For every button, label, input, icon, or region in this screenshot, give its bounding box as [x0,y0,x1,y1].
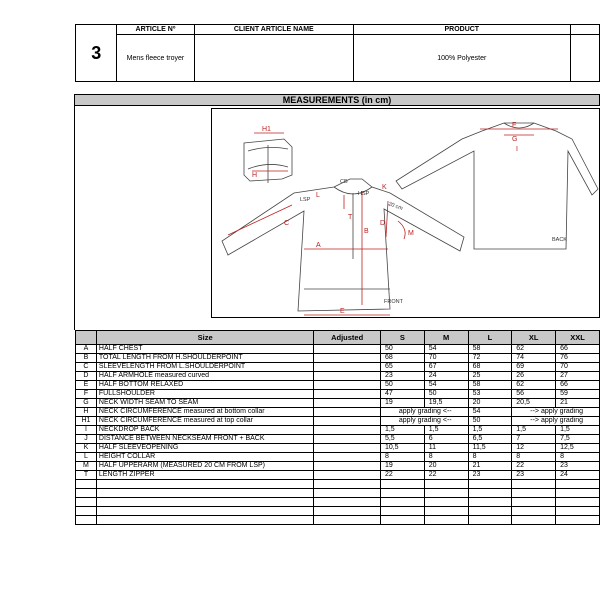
row-l: 72 [468,354,512,363]
row-xl: 7 [512,435,556,444]
row-s: 22 [380,471,424,480]
row-description: SLEEVELENGTH FROM L.SHOULDERPOINT [96,363,313,372]
row-m: 70 [424,354,468,363]
row-m: 54 [424,381,468,390]
row-xl: 12 [512,444,556,453]
row-l: 25 [468,372,512,381]
garment-sketch [211,108,600,318]
header-client-article-name: CLIENT ARTICLE NAME [194,25,354,35]
empty-cell [468,480,512,489]
empty-cell [314,489,381,498]
row-xxl: 24 [556,471,600,480]
label-back: BACK [552,237,567,243]
empty-cell [424,498,468,507]
header-product: PRODUCT [354,25,571,35]
article-name: Mens fleece troyer [117,35,194,82]
empty-cell [556,498,600,507]
empty-cell [314,507,381,516]
table-row [76,426,600,435]
table-row [76,444,600,453]
table-row [76,381,600,390]
row-l: 23 [468,471,512,480]
empty-cell [76,516,97,525]
row-description: HALF ARMHOLE measured curved [96,372,313,381]
row-code: B [76,354,97,363]
empty-cell [468,516,512,525]
row-s: 19 [380,399,424,408]
row-code: G [76,399,97,408]
row-m: 8 [424,453,468,462]
row-xl: 26 [512,372,556,381]
empty-cell [556,507,600,516]
row-m: 54 [424,345,468,354]
row-s: 1,5 [380,426,424,435]
row-s: 5,5 [380,435,424,444]
label-a: A [316,242,321,249]
header-m: M [424,331,468,345]
row-xxl: 12,5 [556,444,600,453]
row-description: NECK CIRCUMFERENCE measured at bottom collar [96,408,313,417]
empty-cell [96,516,313,525]
table-row [76,354,600,363]
empty-cell [76,480,97,489]
row-s: 65 [380,363,424,372]
row-code: A [76,345,97,354]
empty-cell [424,480,468,489]
label-c: C [284,220,290,227]
row-m: 22 [424,471,468,480]
row-l: 1,5 [468,426,512,435]
row-xxl: 70 [556,363,600,372]
row-adjusted [314,372,381,381]
row-l: 53 [468,390,512,399]
empty-row [76,516,600,525]
extra-value [570,35,599,82]
row-xxl: 27 [556,372,600,381]
row-s: 47 [380,390,424,399]
row-xl: 74 [512,354,556,363]
empty-cell [468,489,512,498]
empty-cell [314,480,381,489]
label-k: K [382,184,387,191]
empty-cell [96,489,313,498]
row-adjusted [314,399,381,408]
empty-cell [512,498,556,507]
row-xxl: 59 [556,390,600,399]
row-code: E [76,381,97,390]
row-l: 11,5 [468,444,512,453]
measurements-title: MEASUREMENTS (in cm) [74,94,600,106]
row-adjusted [314,453,381,462]
row-xxl: 21 [556,399,600,408]
client-article-name [194,35,354,82]
label-d: D [380,220,386,227]
row-s: 8 [380,453,424,462]
size-table-body [76,345,600,525]
empty-cell [556,489,600,498]
row-l: 58 [468,345,512,354]
empty-cell [556,516,600,525]
row-m: 67 [424,363,468,372]
row-xxl: 7,5 [556,435,600,444]
empty-cell [314,498,381,507]
empty-row [76,480,600,489]
empty-cell [380,498,424,507]
row-adjusted [314,417,381,426]
row-s: 10,5 [380,444,424,453]
row-xl: 23 [512,471,556,480]
empty-row [76,489,600,498]
row-s: 50 [380,381,424,390]
row-l: 21 [468,462,512,471]
row-grading-after: --> apply grading [512,417,600,426]
row-description: NECKDROP BACK [96,426,313,435]
label-lsp: LSP [300,197,311,203]
header-adjusted: Adjusted [314,331,381,345]
header-size: Size [96,331,313,345]
empty-cell [512,480,556,489]
row-description: TOTAL LENGTH FROM H.SHOULDERPOINT [96,354,313,363]
row-code: F [76,390,97,399]
row-xxl: 23 [556,462,600,471]
table-row [76,372,600,381]
row-xl: 56 [512,390,556,399]
row-adjusted [314,345,381,354]
row-code: K [76,444,97,453]
row-xl: 69 [512,363,556,372]
empty-cell [512,489,556,498]
empty-row [76,498,600,507]
empty-cell [380,489,424,498]
header-xl: XL [512,331,556,345]
row-adjusted [314,471,381,480]
row-xl: 62 [512,381,556,390]
row-xl: 20,5 [512,399,556,408]
table-row [76,462,600,471]
row-s: 19 [380,462,424,471]
row-code: H1 [76,417,97,426]
row-xxl: 66 [556,345,600,354]
label-20cm: 20 cm [387,201,404,213]
empty-cell [468,507,512,516]
row-s: 50 [380,345,424,354]
product-value: 100% Polyester [354,35,571,82]
empty-cell [380,516,424,525]
row-adjusted [314,408,381,417]
table-row [76,417,600,426]
size-table [75,330,600,525]
empty-cell [96,480,313,489]
row-description: HALF UPPERARM (MEASURED 20 CM FROM LSP) [96,462,313,471]
label-hsp: HSP [358,191,370,197]
row-adjusted [314,462,381,471]
row-m: 1,5 [424,426,468,435]
empty-cell [512,516,556,525]
label-front: FRONT [384,299,403,305]
row-adjusted [314,444,381,453]
row-adjusted [314,381,381,390]
row-m: 19,5 [424,399,468,408]
row-m: 50 [424,390,468,399]
row-grading-before: apply grading <-- [380,408,468,417]
row-xxl: 8 [556,453,600,462]
empty-row [76,507,600,516]
row-adjusted [314,354,381,363]
row-adjusted [314,435,381,444]
row-xl: 22 [512,462,556,471]
header-extra [570,25,599,35]
row-adjusted [314,363,381,372]
row-description: FULLSHOULDER [96,390,313,399]
row-m: 20 [424,462,468,471]
table-row [76,471,600,480]
article-number: 3 [76,25,117,82]
row-adjusted [314,390,381,399]
empty-cell [314,516,381,525]
row-m: 11 [424,444,468,453]
empty-cell [380,507,424,516]
row-m: 24 [424,372,468,381]
row-l: 6,5 [468,435,512,444]
row-xl: 62 [512,345,556,354]
label-l: L [316,192,320,199]
size-table-header [76,331,600,345]
table-row [76,345,600,354]
row-code: M [76,462,97,471]
table-row [76,399,600,408]
empty-cell [556,480,600,489]
empty-cell [424,489,468,498]
empty-cell [424,507,468,516]
row-xl: 8 [512,453,556,462]
empty-cell [96,498,313,507]
article-table [75,24,600,82]
label-b: B [364,228,369,235]
table-row [76,435,600,444]
header-article-no: ARTICLE Nº [117,25,194,35]
row-description: HEIGHT COLLAR [96,453,313,462]
row-description: HALF BOTTOM RELAXED [96,381,313,390]
row-code: I [76,426,97,435]
label-t: T [348,214,353,221]
m-measure-curve [398,221,405,239]
row-l: 54 [468,408,512,417]
garment-sketch-svg [212,109,600,319]
row-l: 20 [468,399,512,408]
table-row [76,390,600,399]
table-row [76,363,600,372]
label-i: I [516,146,518,153]
label-h: H [252,172,258,179]
row-description: NECK WIDTH SEAM TO SEAM [96,399,313,408]
row-m: 6 [424,435,468,444]
row-description: LENGTH ZIPPER [96,471,313,480]
front-body [222,179,464,311]
row-xl: 1,5 [512,426,556,435]
row-xxl: 1,5 [556,426,600,435]
c-measure-line [228,205,292,235]
header-s: S [380,331,424,345]
row-s: 23 [380,372,424,381]
row-description: HALF CHEST [96,345,313,354]
empty-cell [76,498,97,507]
row-code: T [76,471,97,480]
row-code: C [76,363,97,372]
empty-cell [380,480,424,489]
row-l: 58 [468,381,512,390]
label-e: E [340,308,345,315]
back-body [396,123,598,249]
row-description: HALF SLEEVEOPENING [96,444,313,453]
row-description: DISTANCE BETWEEN NECKSEAM FRONT + BACK [96,435,313,444]
empty-cell [424,516,468,525]
row-s: 68 [380,354,424,363]
label-h1: H1 [262,126,271,133]
row-grading-after: --> apply grading [512,408,600,417]
empty-cell [468,498,512,507]
row-xxl: 66 [556,381,600,390]
row-l: 8 [468,453,512,462]
row-code: D [76,372,97,381]
label-m: M [408,230,414,237]
header-code [76,331,97,345]
empty-cell [96,507,313,516]
label-f: F [512,122,517,129]
label-cb: CB [340,179,348,185]
header-xxl: XXL [556,331,600,345]
row-xxl: 76 [556,354,600,363]
row-l: 50 [468,417,512,426]
row-code: L [76,453,97,462]
header-l: L [468,331,512,345]
back-neckline [504,123,534,128]
table-row [76,453,600,462]
empty-cell [512,507,556,516]
row-l: 68 [468,363,512,372]
row-description: NECK CIRCUMFERENCE measured at top collar [96,417,313,426]
empty-cell [76,507,97,516]
table-row [76,408,600,417]
row-code: J [76,435,97,444]
label-g: G [512,136,518,143]
row-code: H [76,408,97,417]
row-adjusted [314,426,381,435]
row-grading-before: apply grading <-- [380,417,468,426]
empty-cell [76,489,97,498]
